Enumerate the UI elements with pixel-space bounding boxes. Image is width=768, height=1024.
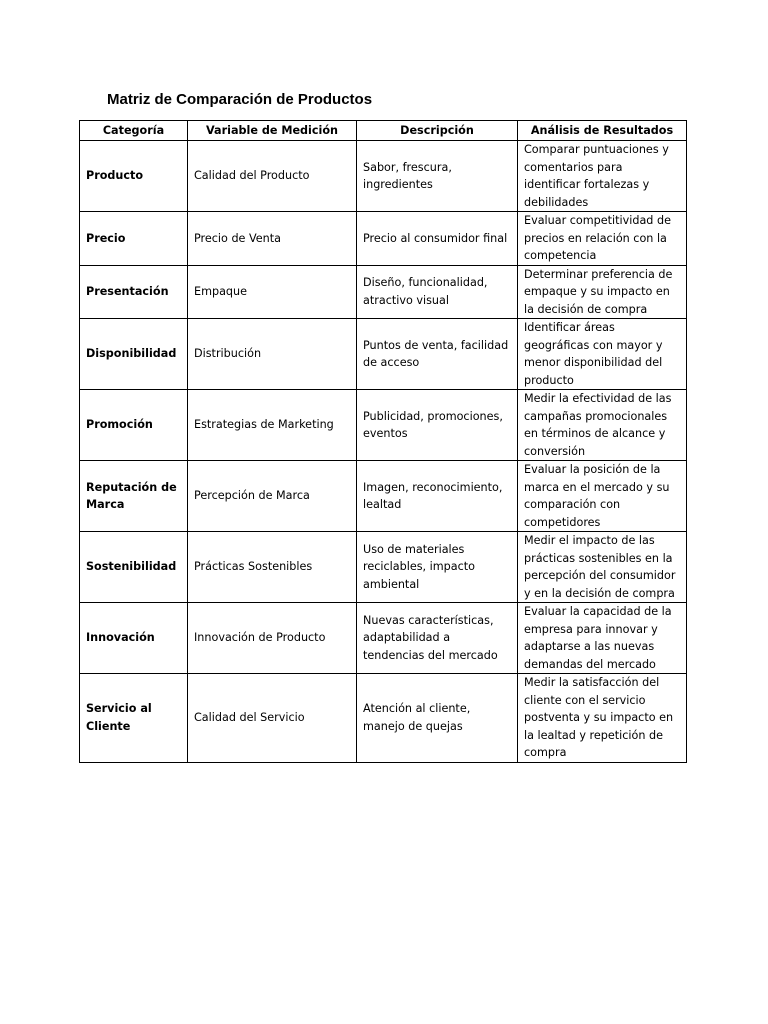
description-cell: Publicidad, promociones, eventos (357, 390, 518, 461)
table-row (80, 141, 687, 212)
category-cell: Disponibilidad (80, 319, 188, 390)
analysis-cell: Medir el impacto de las prácticas sostenibles en la percepción del consumidor y en la decisión de compra (518, 532, 687, 603)
table-row (80, 319, 687, 390)
category-cell: Precio (80, 212, 188, 266)
variable-cell: Empaque (188, 265, 357, 319)
variable-cell: Calidad del Servicio (188, 674, 357, 763)
variable-cell: Precio de Venta (188, 212, 357, 266)
table-row (80, 674, 687, 763)
category-cell: Reputación de Marca (80, 461, 188, 532)
header-categoria: Categoría (80, 121, 188, 141)
description-cell: Diseño, funcionalidad, atractivo visual (357, 265, 518, 319)
description-cell: Atención al cliente, manejo de quejas (357, 674, 518, 763)
comparison-matrix-table (79, 120, 687, 763)
variable-cell: Calidad del Producto (188, 141, 357, 212)
category-cell: Sostenibilidad (80, 532, 188, 603)
description-cell: Nuevas características, adaptabilidad a tendencias del mercado (357, 603, 518, 674)
description-cell: Uso de materiales reciclables, impacto ambiental (357, 532, 518, 603)
analysis-cell: Medir la satisfacción del cliente con el servicio postventa y su impacto en la lealtad y repetición de compra (518, 674, 687, 763)
category-cell: Producto (80, 141, 188, 212)
table-row (80, 461, 687, 532)
analysis-cell: Evaluar la posición de la marca en el mercado y su comparación con competidores (518, 461, 687, 532)
analysis-cell: Medir la efectividad de las campañas promocionales en términos de alcance y conversión (518, 390, 687, 461)
analysis-cell: Determinar preferencia de empaque y su impacto en la decisión de compra (518, 265, 687, 319)
category-cell: Presentación (80, 265, 188, 319)
variable-cell: Prácticas Sostenibles (188, 532, 357, 603)
page-title: Matriz de Comparación de Productos (107, 91, 373, 108)
description-cell: Puntos de venta, facilidad de acceso (357, 319, 518, 390)
table-row (80, 532, 687, 603)
analysis-cell: Identificar áreas geográficas con mayor y menor disponibilidad del producto (518, 319, 687, 390)
description-cell: Precio al consumidor final (357, 212, 518, 266)
category-cell: Servicio al Cliente (80, 674, 188, 763)
variable-cell: Estrategias de Marketing (188, 390, 357, 461)
header-analisis-de-resultados: Análisis de Resultados (518, 121, 687, 141)
variable-cell: Percepción de Marca (188, 461, 357, 532)
analysis-cell: Comparar puntuaciones y comentarios para identificar fortalezas y debilidades (518, 141, 687, 212)
table-row (80, 265, 687, 319)
table-row (80, 603, 687, 674)
category-cell: Promoción (80, 390, 188, 461)
description-cell: Imagen, reconocimiento, lealtad (357, 461, 518, 532)
table-header-row (80, 121, 687, 141)
description-cell: Sabor, frescura, ingredientes (357, 141, 518, 212)
analysis-cell: Evaluar la capacidad de la empresa para innovar y adaptarse a las nuevas demandas del mercado (518, 603, 687, 674)
table-row (80, 390, 687, 461)
header-variable-de-medicion: Variable de Medición (188, 121, 357, 141)
analysis-cell: Evaluar competitividad de precios en relación con la competencia (518, 212, 687, 266)
variable-cell: Innovación de Producto (188, 603, 357, 674)
table-row (80, 212, 687, 266)
header-descripcion: Descripción (357, 121, 518, 141)
variable-cell: Distribución (188, 319, 357, 390)
category-cell: Innovación (80, 603, 188, 674)
